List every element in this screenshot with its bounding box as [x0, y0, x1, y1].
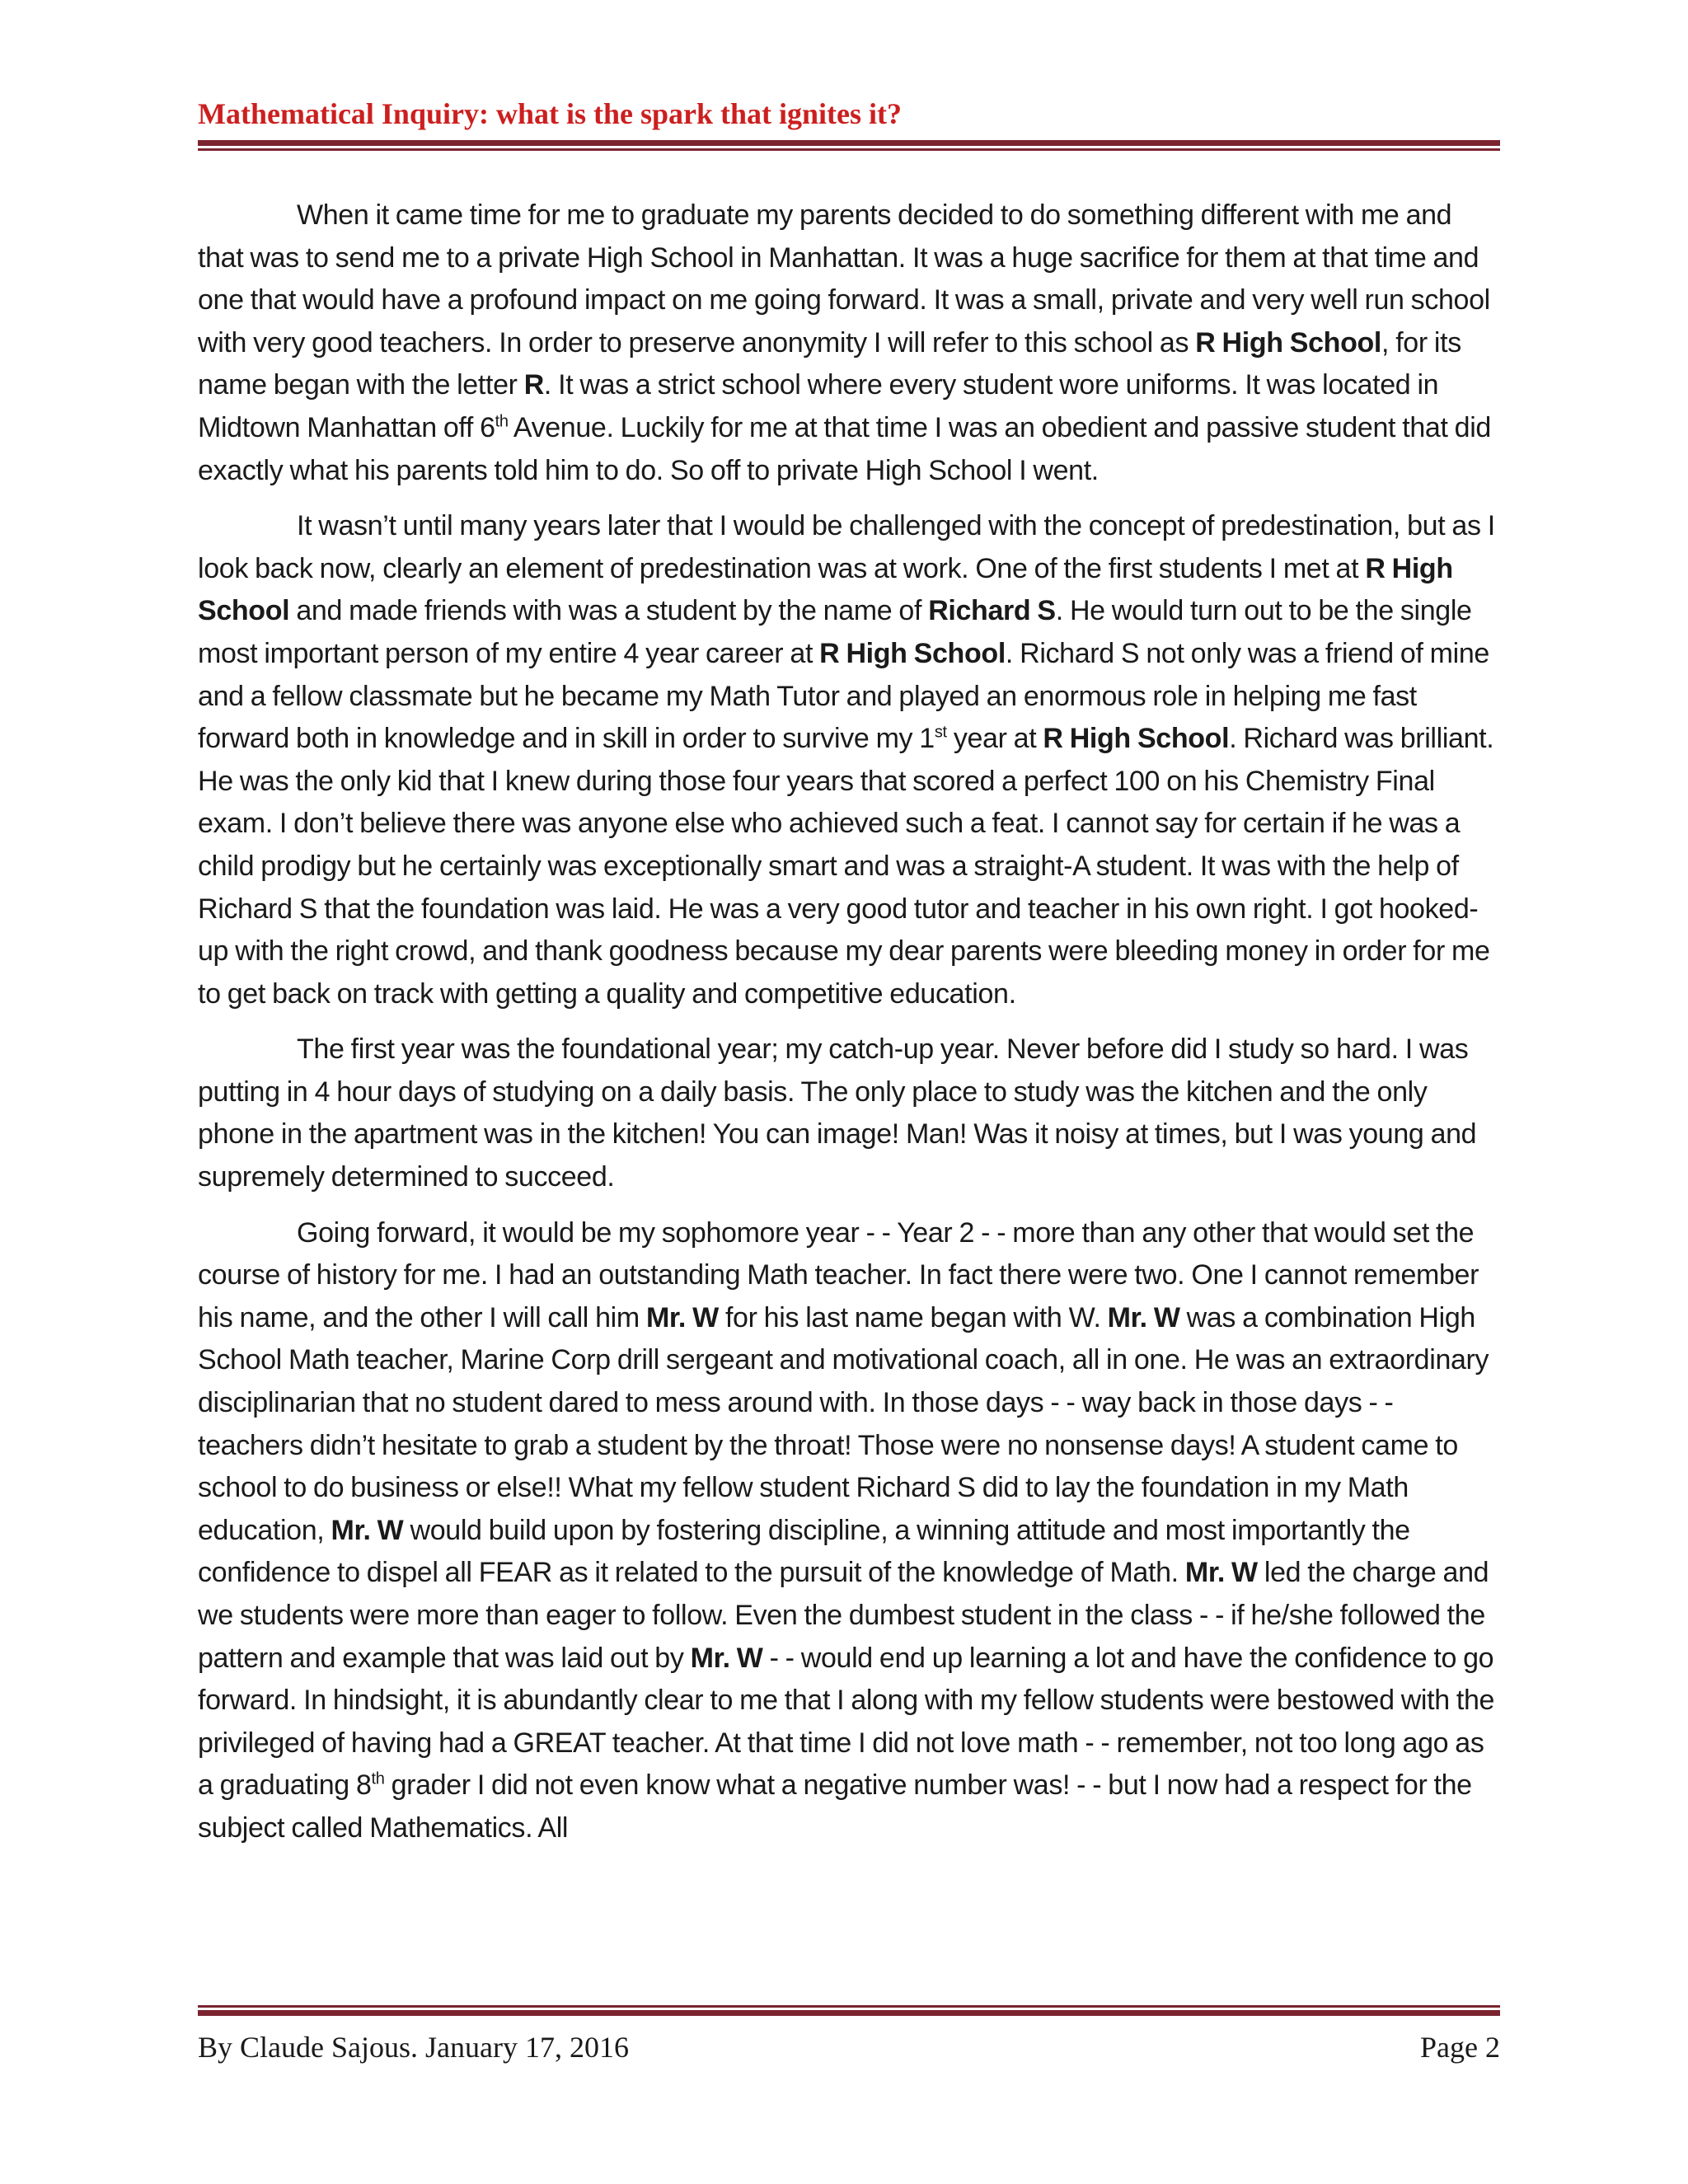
- bold-text: Mr. W: [1107, 1301, 1180, 1333]
- document-body: [198, 194, 1496, 1863]
- bold-text: Mr. W: [331, 1514, 404, 1546]
- bold-text: R High School: [1195, 326, 1382, 359]
- bold-text: R High School: [819, 637, 1006, 669]
- bold-text: Richard S: [928, 595, 1056, 627]
- bold-text: Mr. W: [1184, 1557, 1258, 1589]
- superscript: th: [371, 1770, 385, 1789]
- bold-text: Mr. W: [690, 1642, 763, 1674]
- document-title: Mathematical Inquiry: what is the spark that ignites it?: [198, 97, 902, 130]
- bold-text: Mr. W: [645, 1301, 719, 1333]
- footer-rule-thin: [198, 2005, 1500, 2008]
- footer-page-number: Page 2: [1420, 2031, 1500, 2064]
- header-rule-thin: [198, 148, 1500, 151]
- header-rule-thick: [198, 140, 1500, 146]
- paragraph: It wasn’t until many years later that I would be challenged with the concept of predestination, but as I look back now, clearly an element of predestination was at work. One of the first students I met at R High School and made friends with was a student by the name of Richard S. He would turn out to be the single most important person of my entire 4 year career at R High School. Richard S not only was a friend of mine and a fellow classmate but he became my Math Tutor and played an enormous role in helping me fast forward both in knowledge and in skill in order to survive my 1st year at R High School. Richard was brilliant. He was the only kid that I knew during those four years that scored a perfect 100 on his Chemistry Final exam. I don’t believe there was anyone else who achieved such a feat. I cannot say for certain if he was a child prodigy but he certainly was exceptionally smart and was a straight-A student. It was with the help of Richard S that the foundation was laid. He was a very good tutor and teacher in his own right. I got hooked-up with the right crowd, and thank goodness because my dear parents were bleeding money in order for me to get back on track with getting a quality and competitive education.: [198, 510, 1495, 1010]
- paragraph: When it came time for me to graduate my parents decided to do something different with me and that was to send me to a private High School in Manhattan. It was a huge sacrifice for them at that time and one that would have a profound impact on me going forward. It was a small, private and very well run school with very good teachers. In order to preserve anonymity I will refer to this school as R High School, for its name began with the letter R. It was a strict school where every student wore uniforms. It was located in Midtown Manhattan off 6th Avenue. Luckily for me at that time I was an obedient and passive student that did exactly what his parents told him to do. So off to private High School I went.: [198, 199, 1491, 486]
- footer-author-date: By Claude Sajous. January 17, 2016: [198, 2031, 629, 2064]
- superscript: st: [934, 723, 947, 742]
- page-footer: [198, 2005, 1500, 2065]
- paragraph: The first year was the foundational year; my catch-up year. Never before did I study so hard. I was putting in 4 hour days of studying on a daily basis. The only place to study was the kitchen and the only phone in the apartment was in the kitchen! You can image! Man! Was it noisy at times, but I was young and supremely determined to succeed.: [198, 1033, 1477, 1193]
- footer-rule-thick: [198, 2010, 1500, 2016]
- bold-text: R High School: [1043, 723, 1230, 755]
- bold-text: R High School: [198, 552, 1453, 627]
- superscript: th: [495, 412, 509, 431]
- page-header: [198, 96, 1500, 151]
- paragraph: Going forward, it would be my sophomore year - - Year 2 - - more than any other that would set the course of history for me. I had an outstanding Math teacher. In fact there were two. One I cannot remember his name, and the other I will call him Mr. W for his last name began with W. Mr. W was a combination High School Math teacher, Marine Corp drill sergeant and motivational coach, all in one. He was an extraordinary disciplinarian that no student dared to mess around with. In those days - - way back in those days - - teachers didn’t hesitate to grab a student by the throat! Those were no nonsense days! A student came to school to do business or else!! What my fellow student Richard S did to lay the foundation in my Math education, Mr. W would build upon by fostering discipline, a winning attitude and most importantly the confidence to dispel all FEAR as it related to the pursuit of the knowledge of Math. Mr. W led the charge and we students were more than eager to follow. Even the dumbest student in the class - - if he/she followed the pattern and example that was laid out by Mr. W - - would end up learning a lot and have the confidence to go forward. In hindsight, it is abundantly clear to me that I along with my fellow students were bestowed with the privileged of having had a GREAT teacher. At that time I did not love math - - remember, not too long ago as a graduating 8th grader I did not even know what a negative number was! - - but I now had a respect for the subject called Mathematics. All: [198, 1216, 1495, 1844]
- bold-text: R: [523, 369, 544, 401]
